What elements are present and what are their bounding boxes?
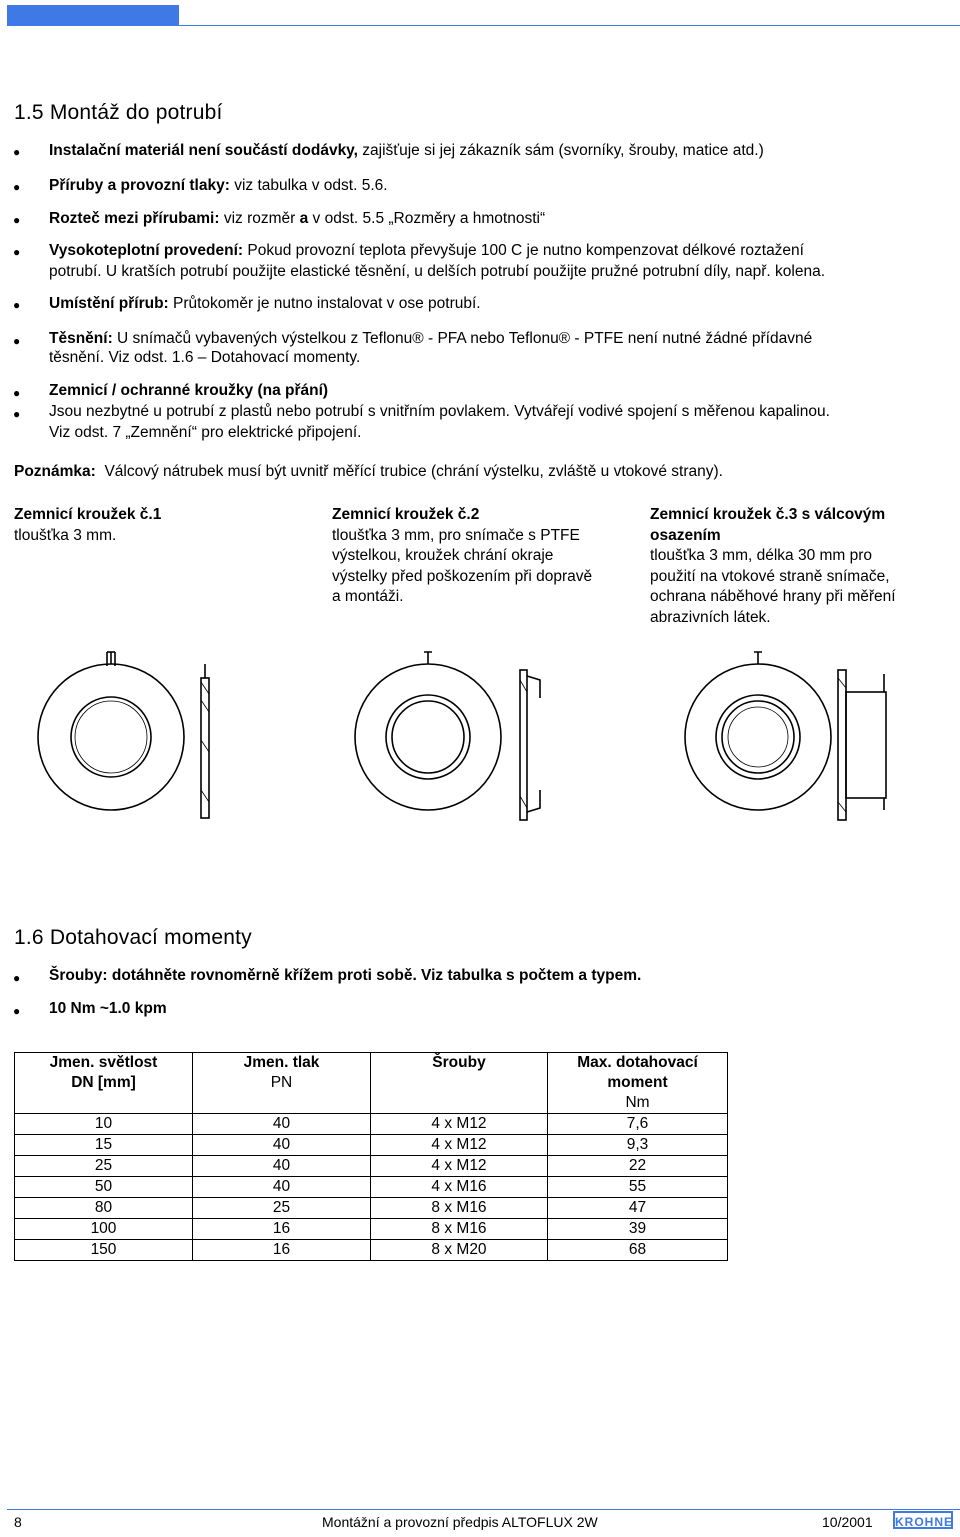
bullet-dot: ● — [13, 213, 21, 227]
table-row: 25 40 4 x M12 22 — [15, 1156, 728, 1177]
page-number: 8 — [14, 1514, 22, 1530]
bullet-bolts: Šrouby: dotáhněte rovnoměrně křížem proti sobě. Viz tabulka s počtem a typem. — [49, 967, 642, 984]
bullet-dot: ● — [13, 971, 21, 985]
bullet-dot: ● — [13, 145, 21, 159]
table-row: 100 16 8 x M16 39 — [15, 1219, 728, 1240]
table-header-row: Nm — [15, 1093, 728, 1114]
bullet-torque: 10 Nm ~1.0 kpm — [49, 1000, 167, 1017]
header-line — [7, 25, 960, 26]
ring-2-desc: Zemnicí kroužek č.2 tloušťka 3 mm, pro snímače s PTFE výstelkou, kroužek chrání okraje výstelky před poškozením při dopravě a montáži. — [332, 506, 593, 605]
bullet-dot: ● — [13, 334, 21, 348]
note: Poznámka: Válcový nátrubek musí být uvnitř měřící trubice (chrání výstelku, zvláště u vtokové strany). — [14, 463, 723, 480]
bullet-spacing: Rozteč mezi přírubami: viz rozměr a v odst. 5.5 „Rozměry a hmotnosti“ — [49, 210, 546, 227]
bullet-grounding-rings: Zemnicí / ochranné kroužky (na přání) — [49, 382, 329, 399]
ring-3-drawing — [685, 652, 886, 820]
bullet-flange-position: Umístění přírub: Průtokoměr je nutno instalovat v ose potrubí. — [49, 295, 481, 312]
grounding-rings-drawings — [0, 640, 960, 870]
torque-table — [14, 1052, 728, 1261]
bullet-high-temp-cont: potrubí. U kratších potrubí použijte elastické těsnění, u delších potrubí použijte pružné potrubní díly, např. kolena. — [49, 263, 826, 280]
document-title: Montážní a provozní předpis ALTOFLUX 2W — [322, 1514, 598, 1530]
section-title-1-5: 1.5 Montáž do potrubí — [14, 101, 223, 124]
bullet-installation: Instalační materiál není součástí dodávky, zajišťuje si jej zákazník sám (svorníky, šrouby, matice atd.) — [49, 142, 764, 159]
ring-1-desc: Zemnicí kroužek č.1 tloušťka 3 mm. — [14, 506, 162, 544]
table-row: 50 40 4 x M16 55 — [15, 1177, 728, 1198]
bullet-dot: ● — [13, 1004, 21, 1018]
krohne-logo: KROHNE — [893, 1511, 953, 1529]
bullet-dot: ● — [13, 180, 21, 194]
document-date: 10/2001 — [822, 1514, 873, 1530]
table-row: 80 25 8 x M16 47 — [15, 1198, 728, 1219]
header-bar — [7, 5, 179, 26]
table-row: 150 16 8 x M20 68 — [15, 1240, 728, 1261]
bullet-gaskets: Těsnění: U snímačů vybavených výstelkou z Teflonu® - PFA nebo Teflonu® - PTFE není nutné žádné přídavné — [49, 330, 813, 347]
bullet-gaskets-cont: těsnění. Viz odst. 1.6 – Dotahovací momenty. — [49, 349, 361, 366]
footer-line — [7, 1509, 960, 1510]
bullet-dot: ● — [13, 386, 21, 400]
section-title-1-6: 1.6 Dotahovací momenty — [14, 926, 252, 949]
ring-2-drawing — [355, 652, 540, 820]
table-header-row: Jmen. světlost Jmen. tlak Šrouby Max. dotahovací — [15, 1053, 728, 1074]
table-row: 10 40 4 x M12 7,6 — [15, 1114, 728, 1135]
ring-3-desc: Zemnicí kroužek č.3 s válcovým osazením tloušťka 3 mm, délka 30 mm pro použití na vtokové straně snímače, ochrana náběhové hrany při měření abrazivních látek. — [650, 506, 896, 626]
bullet-dot: ● — [13, 407, 21, 421]
bullet-flanges: Příruby a provozní tlaky: viz tabulka v odst. 5.6. — [49, 177, 388, 194]
table-row: 15 40 4 x M12 9,3 — [15, 1135, 728, 1156]
table-header-row: DN [mm] PN moment — [15, 1073, 728, 1093]
bullet-dot: ● — [13, 245, 21, 259]
bullet-high-temp: Vysokoteplotní provedení: Pokud provozní teplota převyšuje 100 C je nutno kompenzovat délkové roztažení — [49, 242, 804, 259]
bullet-grounding-desc: Jsou nezbytné u potrubí z plastů nebo potrubí s vnitřním povlakem. Vytvářejí vodivé spojení s měřenou kapalinou. — [49, 403, 830, 420]
bullet-dot: ● — [13, 298, 21, 312]
bullet-grounding-desc-cont: Viz odst. 7 „Zemnění“ pro elektrické připojení. — [49, 424, 362, 441]
ring-1-drawing — [38, 652, 209, 818]
